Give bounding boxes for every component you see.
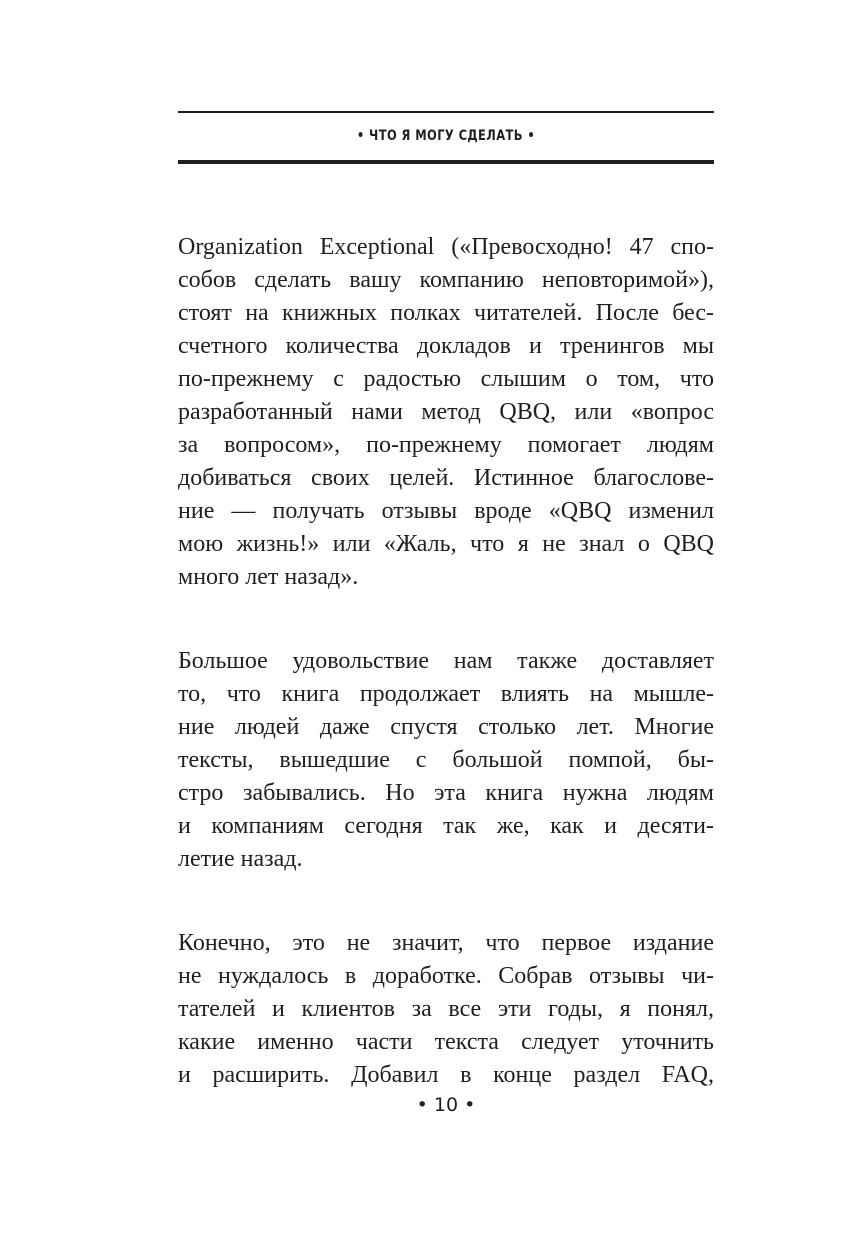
text-line: Organization Exceptional («Превосходно! 47 спо-: [178, 234, 714, 260]
text-line: много лет назад».: [178, 564, 359, 590]
page-number: • 10 •: [416, 1094, 476, 1116]
paragraph: [178, 927, 714, 1092]
page-body: [178, 231, 714, 1143]
text-line: ние людей даже спустя столько лет. Многие: [178, 714, 714, 740]
text-line: за вопросом», по-прежнему помогает людям: [178, 432, 714, 458]
text-line: не нуждалось в доработке. Собрав отзывы чи-: [178, 963, 714, 989]
text-line: и компаниям сегодня так же, как и десяти-: [178, 813, 714, 839]
text-line: то, что книга продолжает влиять на мышле-: [178, 681, 714, 707]
text-line: мою жизнь!» или «Жаль, что я не знал о QBQ: [178, 531, 714, 557]
header-bottom-rule: [178, 160, 714, 164]
text-line: счетного количества докладов и тренингов мы: [178, 333, 714, 359]
header-top-rule: [178, 111, 714, 113]
text-line: какие именно части текста следует уточнить: [178, 1029, 714, 1055]
text-line: Большое удовольствие нам также доставляет: [178, 648, 714, 674]
text-line: собов сделать вашу компанию неповторимой»),: [178, 267, 714, 293]
text-line: тателей и клиентов за все эти годы, я понял,: [178, 996, 714, 1022]
paragraph: [178, 645, 714, 876]
text-line: и расширить. Добавил в конце раздел FAQ,: [178, 1062, 714, 1088]
text-line: летие назад.: [178, 846, 303, 872]
text-line: добиваться своих целей. Истинное благослове-: [178, 465, 714, 491]
text-line: Конечно, это не значит, что первое издание: [178, 930, 714, 956]
paragraph: [178, 231, 714, 594]
text-line: ние — получать отзывы вроде «QBQ изменил: [178, 498, 714, 524]
text-line: по-прежнему с радостью слышим о том, что: [178, 366, 714, 392]
running-title: • ЧТО Я МОГУ СДЕЛАТЬ •: [356, 128, 536, 144]
text-line: тексты, вышедшие с большой помпой, бы-: [178, 747, 714, 773]
text-line: стро забывались. Но эта книга нужна людям: [178, 780, 714, 806]
text-line: разработанный нами метод QBQ, или «вопрос: [178, 399, 714, 425]
text-line: стоят на книжных полках читателей. После бес-: [178, 300, 714, 326]
